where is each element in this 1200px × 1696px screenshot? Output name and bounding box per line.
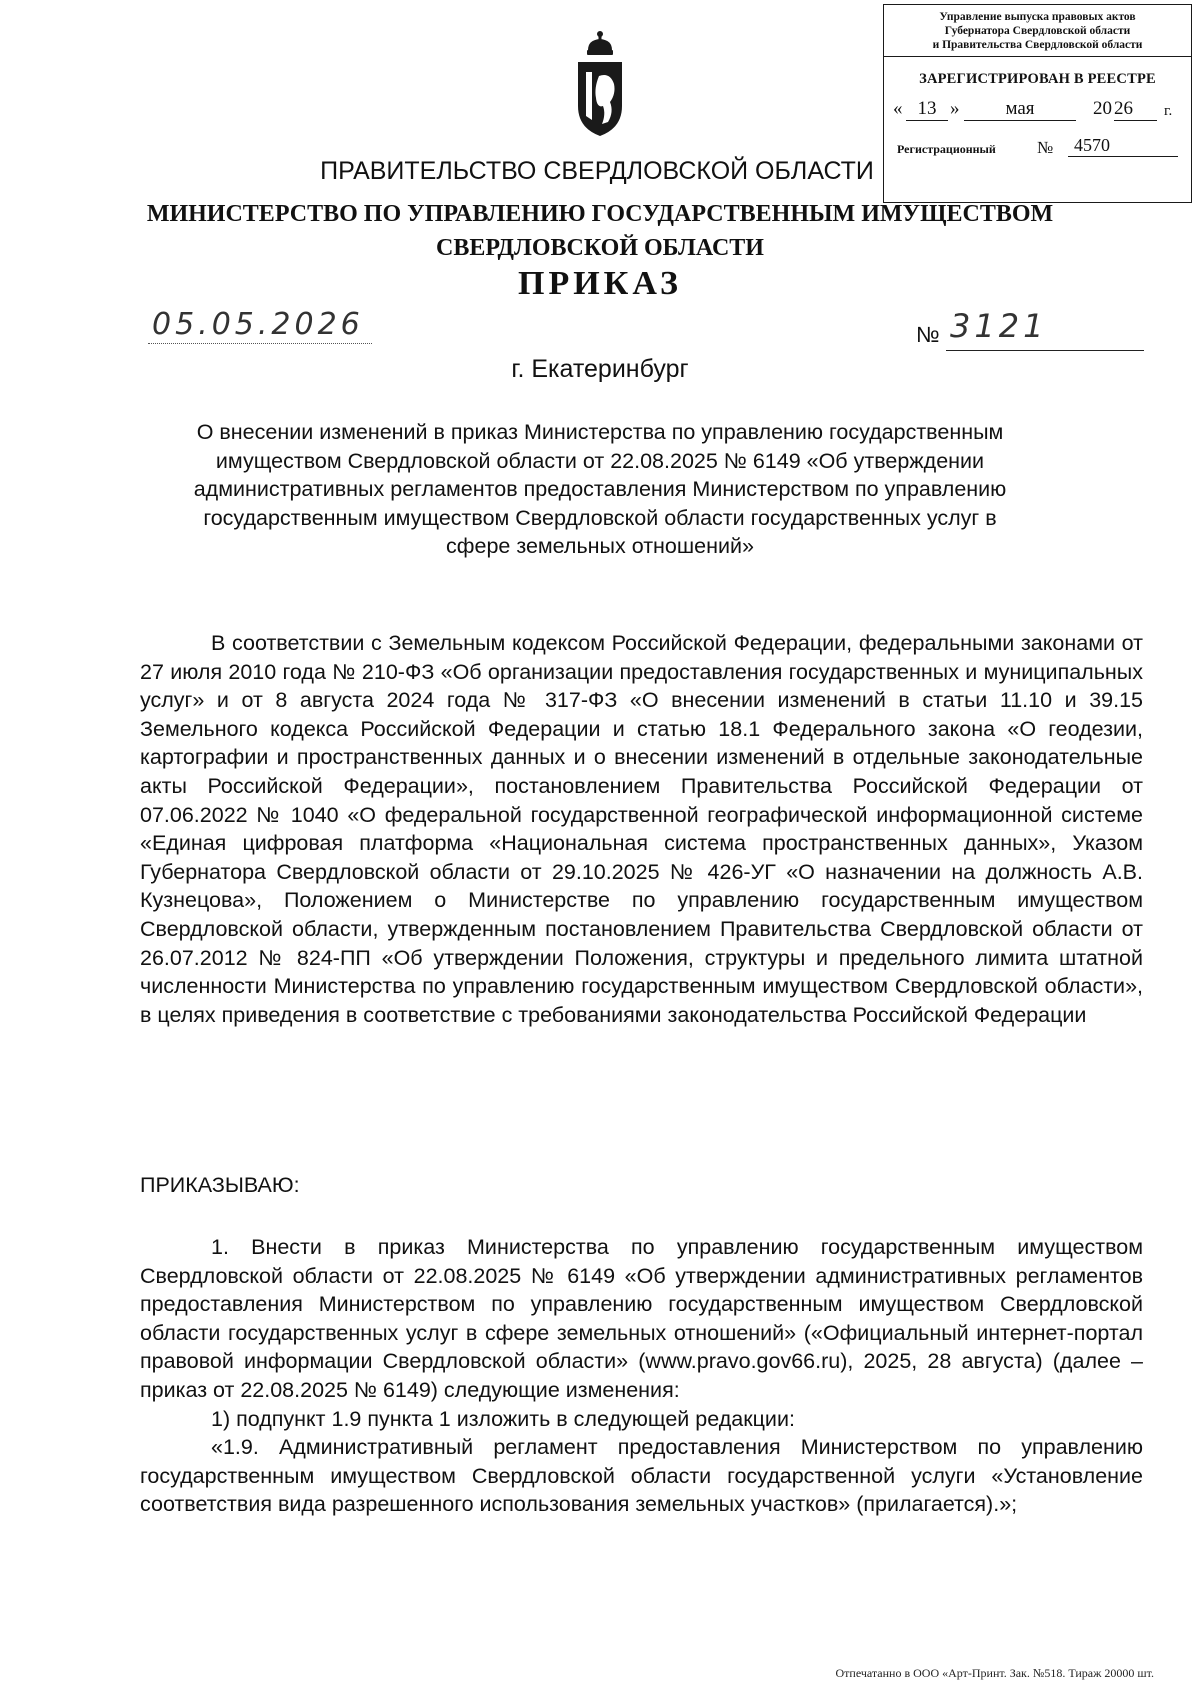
ministry-name-line1: МИНИСТЕРСТВО ПО УПРАВЛЕНИЮ ГОСУДАРСТВЕННЫМ ИМУЩЕСТВОМ bbox=[146, 201, 1054, 227]
registry-header-line: и Правительства Свердловской области bbox=[932, 39, 1143, 51]
registry-year-mark: г. bbox=[1164, 103, 1173, 119]
registry-number-value: 4570 bbox=[1068, 135, 1178, 157]
registry-open-quote: « bbox=[893, 98, 903, 119]
ministry-name bbox=[0, 197, 1200, 265]
document-type: ПРИКАЗ bbox=[518, 265, 682, 302]
handwritten-order-number: 3121 bbox=[950, 307, 1048, 345]
registry-year-prefix: 20 bbox=[1093, 98, 1112, 119]
registry-close-quote: » bbox=[950, 98, 960, 119]
registry-stamp-header bbox=[884, 5, 1191, 57]
city: г. Екатеринбург bbox=[511, 355, 689, 383]
registry-day: 13 bbox=[906, 98, 948, 121]
handwritten-date: 05.05.2026 bbox=[152, 307, 364, 342]
order-word: ПРИКАЗЫВАЮ: bbox=[140, 1173, 300, 1197]
preamble-paragraph bbox=[140, 629, 1143, 1029]
registry-number-sign: № bbox=[1037, 138, 1054, 157]
registry-date bbox=[884, 98, 1191, 128]
order-number-underline bbox=[946, 350, 1144, 351]
registry-header-line: Губернатора Свердловской области bbox=[944, 25, 1131, 37]
item-1-sub-1: 1) подпункт 1.9 пункта 1 изложить в следующей редакции: bbox=[211, 1406, 795, 1431]
preamble-text: В соответствии с Земельным кодексом Российской Федерации, федеральными законами от 27 июля 2010 года № 210-ФЗ «Об организации предоставления государственных и муниципальных услуг» и от 8 августа 2024 года № 317-ФЗ «О внесении изменений в статьи 11.10 и 39.15 Земельного кодекса Российской Федерации и статью 18.1 Федерального закона «О геодезии, картографии и пространственных данных и о внесении изменений в отдельные законодательные акты Российской Федерации», постановлением Правительства Российской Федерации от 07.06.2022 № 1040 «О федеральной государственной географической информационной системе «Единая цифровая платформа «Национальная система пространственных данных», Указом Губернатора Свердловской области от 29.10.2025 № 426-УГ «О назначении на должность А.В. Кузнецова», Положением о Министерстве по управлению государственным имуществом Свердловской области, утвержденным постановлением Правительства Свердловской области от 26.07.2012 № 824-ПП «Об утверждении Положения, структуры и предельного лимита штатной численности Министерства по управлению государственным имуществом Свердловской области», в целях приведения в соответствие с требованиями законодательства Российской Федерации bbox=[140, 631, 1143, 1027]
registry-header-line: Управление выпуска правовых актов bbox=[939, 11, 1136, 23]
item-1: 1. Внести в приказ Министерства по управлению государственным имуществом Свердловской области от 22.08.2025 № 6149 «Об утверждении административных регламентов предоставления Министерством по управлению государственным имуществом Свердловской области государственных услуг в сфере земельных отношений» («Официальный интернет-портал правовой информации Свердловской области» (www.pravo.gov66.ru), 2025, 28 августа) (далее – приказ от 22.08.2025 № 6149) следующие изменения: bbox=[140, 1235, 1143, 1402]
registry-month: мая bbox=[964, 98, 1076, 121]
registry-number-label: Регистрационный bbox=[897, 142, 996, 156]
date-underline bbox=[148, 343, 372, 344]
print-footer: Отпечатанно в ООО «Арт-Принт. Зак. №518. Тираж 20000 шт. bbox=[835, 1666, 1154, 1680]
government-name: ПРАВИТЕЛЬСТВО СВЕРДЛОВСКОЙ ОБЛАСТИ bbox=[320, 157, 874, 185]
ministry-name-line2: СВЕРДЛОВСКОЙ ОБЛАСТИ bbox=[436, 235, 764, 261]
order-items bbox=[140, 1233, 1143, 1519]
coat-of-arms-emblem bbox=[572, 28, 628, 140]
item-1-sub-1-text: «1.9. Административный регламент предоставления Министерством по управлению государственным имуществом Свердловской области государственной услуги «Установление соответствия вида разрешенного использования земельных участков» (прилагается).»; bbox=[140, 1435, 1143, 1517]
order-number-sign: № bbox=[916, 322, 940, 347]
order-subject: О внесении изменений в приказ Министерства по управлению государственным имуществом Свердловской области от 22.08.2025 № 6149 «Об утверждении административных регламентов предоставления Министерством по управлению государственным имуществом Свердловской области государственных услуг в сфере земельных отношений» bbox=[193, 420, 1007, 558]
registry-title: ЗАРЕГИСТРИРОВАН В РЕЕСТРЕ bbox=[919, 71, 1156, 87]
registry-year-suffix: 26 bbox=[1114, 98, 1157, 121]
